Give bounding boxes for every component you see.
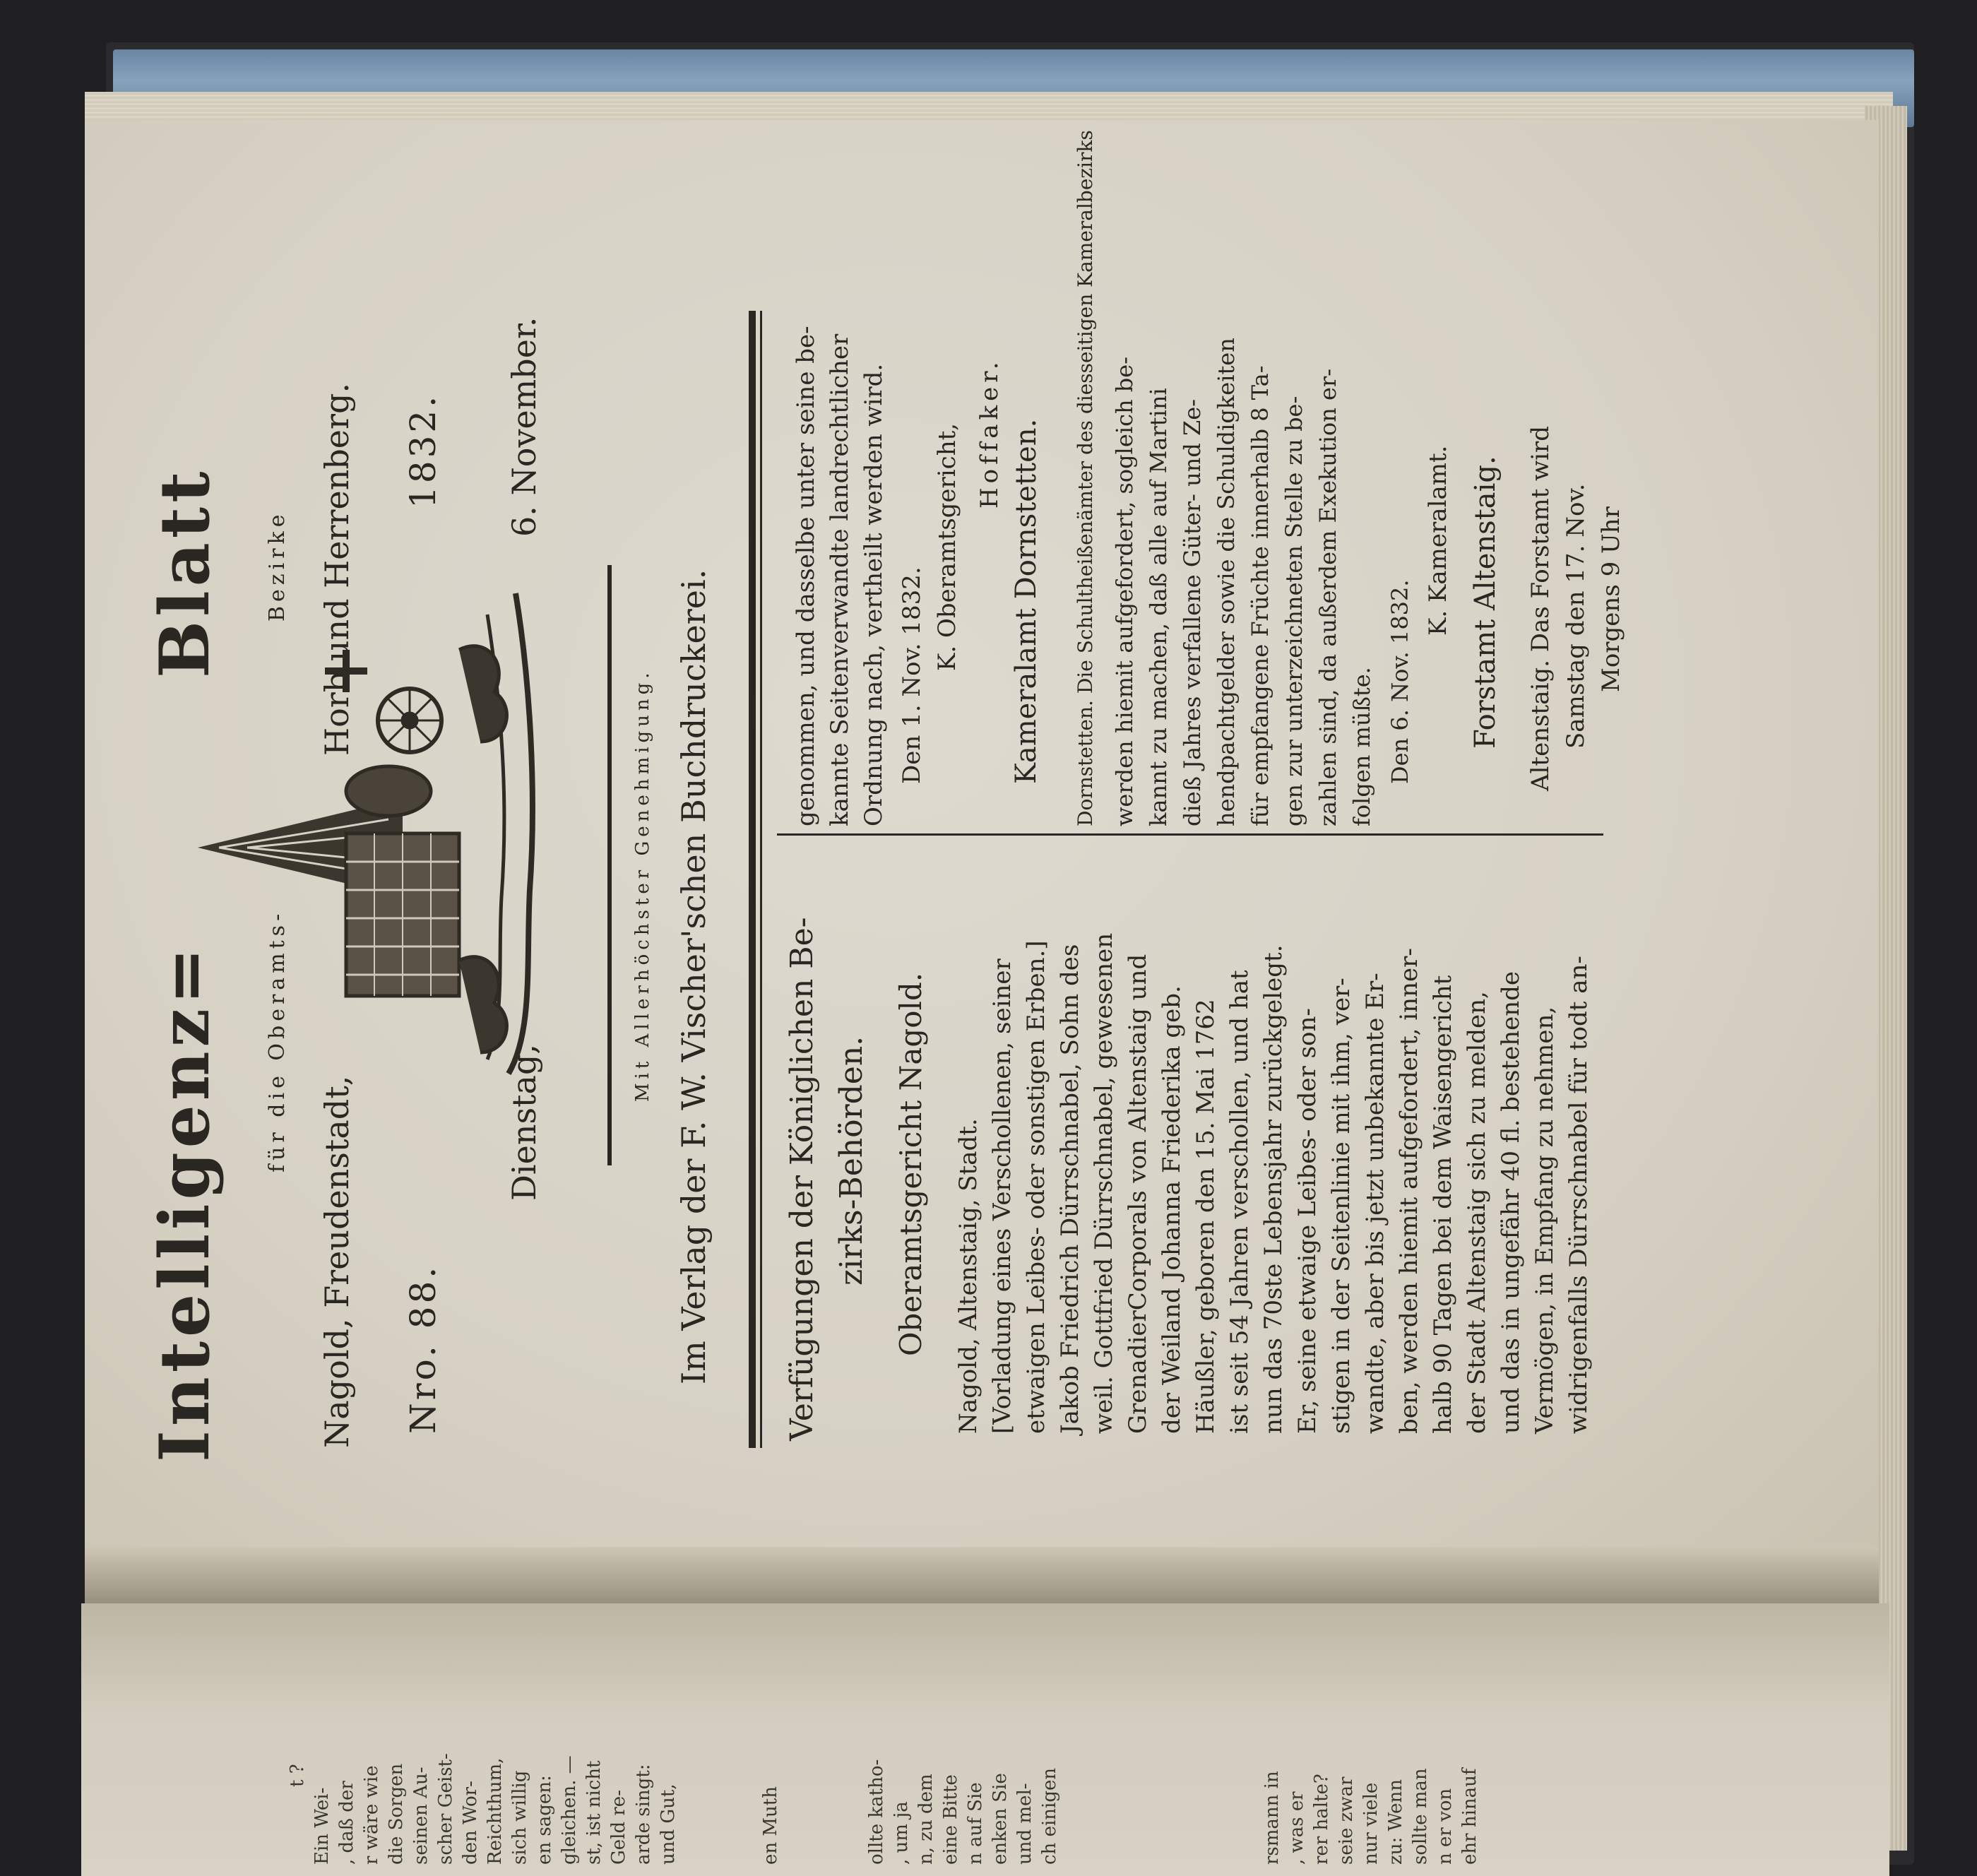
prev-line: Ein Wei- (311, 1787, 333, 1865)
issue-number: Nro. 88. (403, 1264, 444, 1434)
right-line: Dornstetten. Die Schultheißenämter des diesseitigen Kameralbezirks (1074, 130, 1097, 826)
prev-line: t ? (287, 1764, 308, 1787)
left-line: Vermögen, in Empfang zu nehmen, (1531, 1006, 1559, 1434)
right-line: Den 6. Nov. 1832. (1387, 579, 1413, 784)
section-heading-b: zirks-Behörden. (833, 1035, 869, 1286)
prev-line: seinen Au- (410, 1767, 432, 1865)
left-line: ben, werden hiemit aufgefordert, inner- (1395, 948, 1423, 1434)
right-line: genommen, und dasselbe unter seine be- (792, 326, 820, 826)
prev-line: ollte katho- (866, 1759, 887, 1865)
prev-line: und Gut, (658, 1783, 679, 1865)
signature-b: K. Kameralamt. (1424, 445, 1452, 636)
masthead-title-right: Blatt (145, 467, 225, 678)
prev-line: sich willig (509, 1770, 530, 1865)
left-line: widrigenfalls Dürrschnabel für todt an- (1565, 956, 1593, 1434)
prev-line: en Muth (760, 1786, 781, 1865)
issue-date: 6. November. (505, 316, 543, 537)
right-line: gen zur unterzeichneten Stelle zu be- (1281, 396, 1307, 826)
signature-a: Hoffaker. (975, 357, 1004, 509)
right-line: für empfangene Früchte innerhalb 8 Ta- (1247, 365, 1274, 826)
prev-line: ch einigen (1039, 1767, 1060, 1865)
right-line: Ordnung nach, vertheilt werden wird. (860, 363, 888, 826)
prev-line: n, zu dem (915, 1774, 937, 1865)
masthead-rule-thin (760, 311, 762, 1448)
masthead-places-right: Horb und Herrenberg. (318, 382, 356, 756)
prev-line: arde singt: (633, 1764, 654, 1865)
decorative-rule-wavy (607, 565, 612, 1165)
left-line: wandte, aber bis jetzt unbekannte Er- (1361, 973, 1389, 1434)
left-line: weil. Gottfried Dürrschnabel, gewesenen (1090, 932, 1118, 1434)
right-line: Morgens 9 Uhr (1597, 506, 1625, 692)
office-a: K. Oberamtsgericht, (933, 422, 961, 671)
prev-line: eine Bitte (940, 1774, 961, 1865)
right-line: Den 1. Nov. 1832. (898, 566, 926, 784)
prev-line: , daß der (336, 1781, 357, 1865)
left-line: GrenadierCorporals von Altenstaig und (1124, 954, 1152, 1434)
court-heading: Oberamtsgericht Nagold. (893, 972, 928, 1356)
right-line: dieß Jahres verfallene Güter- und Ze- (1179, 398, 1206, 826)
prev-line: die Sorgen (386, 1763, 407, 1865)
right-line: kannte Seitenverwandte landrechtlicher (826, 333, 854, 826)
left-line: stigen in der Seitenlinie mit ihm, ver- (1327, 978, 1355, 1434)
prev-line: nur viele (1360, 1782, 1382, 1865)
right-line: werden hiemit aufgefordert, sogleich be- (1111, 356, 1138, 826)
office-b: Kameralamt Dornstetten. (1010, 418, 1043, 784)
left-line: Nagold, Altenstaig, Stadt. (954, 1118, 982, 1434)
column-divider (777, 833, 1603, 836)
office-c: Forstamt Altenstaig. (1469, 456, 1502, 749)
right-line: zahlen sind, da außerdem Exekution er- (1314, 368, 1341, 826)
prev-line: ehr hinauf (1459, 1768, 1480, 1865)
left-line: [Vorladung eines Verschollenen, seiner (988, 958, 1016, 1434)
left-line: etwaigen Leibes- oder sonstigen Erben.] (1022, 940, 1050, 1434)
prev-line: Reichthum, (485, 1757, 506, 1865)
right-line: kannt zu machen, daß alle auf Martini (1145, 388, 1172, 826)
masthead-for-the: für die Oberamts- (265, 909, 290, 1172)
left-line: der Weiland Johanna Friederika geb. (1158, 985, 1186, 1434)
section-heading-a: Verfügungen der Königlichen Be- (784, 917, 820, 1441)
left-line: ist seit 54 Jahren verschollen, und hat (1225, 970, 1254, 1434)
right-line: hendpachtgelder sowie die Schuldigkeiten (1213, 338, 1240, 826)
left-line: Jakob Friedrich Dürrschnabel, Sohn des (1056, 944, 1084, 1434)
masthead-districts: Bezirke (265, 510, 290, 622)
prev-line: seie zwar (1336, 1776, 1357, 1865)
right-line: Altenstaig. Das Forstamt wird (1526, 425, 1555, 791)
prev-line: und mel- (1014, 1783, 1035, 1865)
woodcut-vignette-icon (177, 565, 572, 1102)
prev-line: rsmann in (1261, 1771, 1283, 1865)
permission-line: Mit Allerhöchster Genehmigung. (632, 668, 653, 1102)
prev-line: sollte man (1410, 1768, 1431, 1865)
prev-line: st, ist nicht (583, 1760, 605, 1865)
left-line: und das in ungefähr 40 fl. bestehende (1497, 970, 1525, 1434)
left-line: nun das 70ste Lebensjahr zurückgelegt. (1259, 944, 1288, 1434)
prev-line: zu: Wenn (1385, 1779, 1406, 1865)
prev-line: n auf Sie (965, 1782, 986, 1865)
prev-line: , um ja (891, 1801, 912, 1865)
issue-weekday: Dienstag, (505, 1043, 543, 1201)
prev-line: en sagen: (534, 1775, 555, 1865)
masthead-places-left: Nagold, Freudenstadt, (318, 1075, 356, 1448)
prev-line: , was er (1286, 1791, 1307, 1865)
left-line: Er, seine etwaige Leibes- oder son- (1293, 1008, 1322, 1434)
prev-line: n er von (1435, 1788, 1456, 1865)
right-line: folgen müßte. (1348, 667, 1375, 826)
masthead-title-left: Intelligenz= (145, 943, 225, 1462)
issue-year: 1832. (403, 393, 444, 509)
prev-line: scher Geist- (435, 1753, 456, 1865)
left-line: der Stadt Altenstaig sich zu melden, (1463, 991, 1491, 1434)
masthead-rule-thick (749, 311, 756, 1448)
prev-line: Geld re- (608, 1790, 629, 1865)
prev-line: rer halte? (1311, 1774, 1332, 1865)
right-line: Samstag den 17. Nov. (1562, 483, 1590, 749)
prev-line: den Wor- (460, 1781, 481, 1865)
prev-line: r wäre wie (361, 1765, 382, 1865)
imprint-line: Im Verlag der F. W. Vischer'schen Buchdruckerei. (675, 569, 713, 1384)
left-line: Häußler, geboren den 15. Mai 1762 (1192, 999, 1220, 1434)
prev-line: enken Sie (990, 1773, 1011, 1865)
prev-line: gleichen. — (559, 1755, 580, 1865)
left-line: halb 90 Tagen bei dem Waisengericht (1429, 975, 1457, 1434)
